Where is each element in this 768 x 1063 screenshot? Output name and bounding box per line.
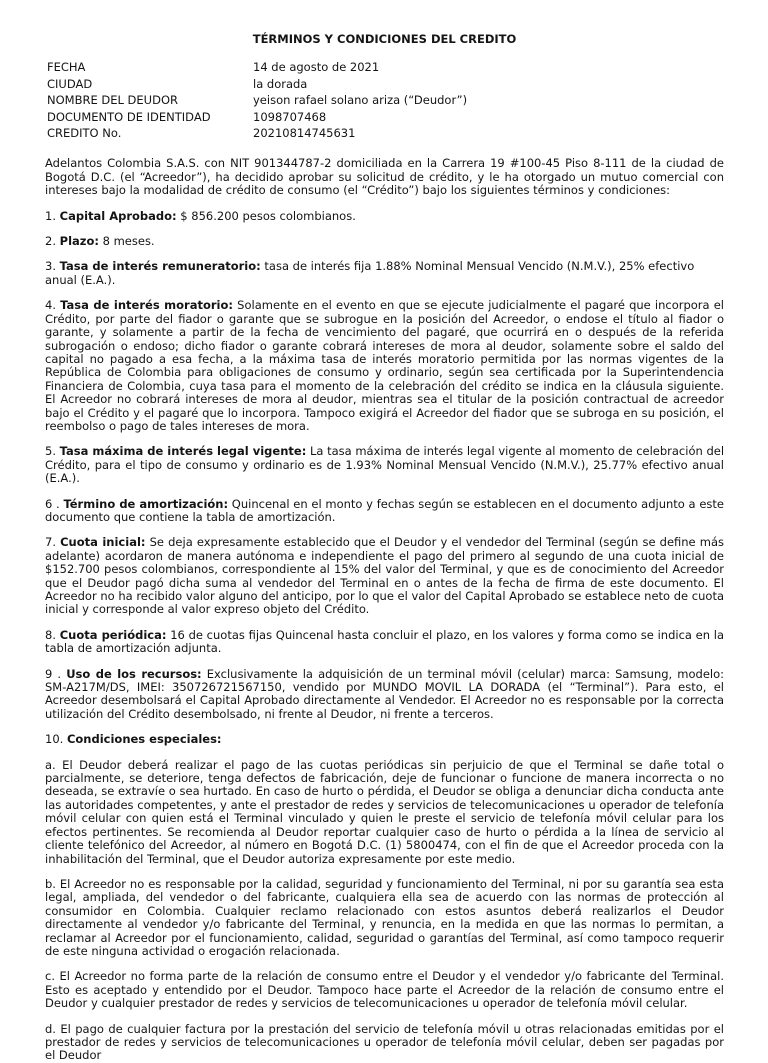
section-interes-moratorio: [45, 299, 724, 433]
info-value: 1098707468: [253, 109, 327, 124]
section-text: $ 856.200 pesos colombianos.: [176, 208, 356, 223]
section-text: 8 meses.: [98, 234, 155, 249]
info-label: CIUDAD: [47, 76, 93, 91]
section-number: 10.: [45, 732, 64, 747]
info-label: DOCUMENTO DE IDENTIDAD: [47, 109, 211, 124]
clause-b: b. El Acreedor no es responsable por la calidad, seguridad y funcionamiento del Terminal, ni por su garantía sea esta legal, ampliada, del vendedor o del fabricante, cualquiera ella sea de acuerdo con las normas de protección al consumidor en Colombia. Cualquier reclamo relacionado con estos asuntos deberá realizarlos el Deudor directamente al vendedor y/o fabricante del Terminal, y renuncia, en la medida en que las normas lo permitan, a reclamar al Acreedor por el funcionamiento, calidad, seguridad o garantías del Terminal, así como tampoco requerir de este ninguna actividad o erogación relacionada.: [45, 876, 724, 958]
section-title: Tasa de interés moratorio:: [60, 298, 233, 313]
section-title: Término de amortización:: [63, 496, 229, 511]
clause-a: a. El Deudor deberá realizar el pago de las cuotas periódicas sin perjuicio de que el Terminal se dañe total o parcialmente, se deteriore, tenga defectos de fabricación, deje de funcionar o funcione de manera incorrecta o no deseada, se extravíe o sea hurtado. En caso de hurto o pérdida, el Deudor se obliga a denunciar dicha conducta ante las autoridades competentes, y ante el prestador de redes y servicios de telecomunicaciones u operador de telefonía móvil celular con quien está el Terminal vinculado y quien le preste el servicio de telefonía móvil celular para los efectos pertinentes. Se recomienda al Deudor reportar cualquier caso de hurto o pérdida a la línea de servicio al cliente telefónico del Acreedor, al número en Bogotá D.C. (1) 5800474, con el fin de que el Acreedor proceda con la inhabilitación del Terminal, que el Deudor autoriza expresamente por este medio.: [45, 757, 724, 866]
section-number: 2.: [45, 234, 56, 249]
section-number: 1.: [45, 208, 56, 223]
section-title: Plazo:: [59, 234, 99, 249]
section-number: 3.: [45, 259, 56, 274]
section-text: tasa de interés fija 1.88% Nominal Mensual Vencido (N.M.V.), 25% efectivo anual (E.A.).: [45, 259, 695, 287]
section-text: Se deja expresamente establecido que el Deudor y el vendedor del Terminal (según se define más adelante) acordaron de manera autónoma e independiente el pago del primero al segundo de una cuota inicial de $152.700 pesos colombianos, correspondiente al 15% del valor del Terminal, y que es de conocimiento del Acreedor que el Deudor pagó dicha suma al vendedor del Terminal en o antes de la fecha de firma de este documento. El Acreedor no ha recibido valor alguno del anticipo, por lo que el valor del Capital Aprobado se establece neto de cuota inicial y corresponde al valor expreso objeto del Crédito.: [45, 535, 724, 617]
section-text: Exclusivamente la adquisición de un terminal móvil (celular) marca: Samsung, modelo: SM-A217M/DS, IMEI: 350726721567150, vendido por MUNDO MOVIL LA DORADA (el “Terminal”). Para esto, el Acreedor desembolsará el Capital Aprobado directamente al Vendedor. El Acreedor no es responsable por la correcta utilización del Crédito desembolsado, ni frente al Deudor, ni frente a terceros.: [45, 666, 725, 721]
info-row-credito: [45, 127, 467, 143]
info-label: CREDITO No.: [47, 126, 122, 141]
section-number: 7.: [45, 535, 56, 550]
section-plazo: [45, 235, 724, 248]
section-tasa-maxima: [45, 445, 724, 485]
section-title: Uso de los recursos:: [66, 666, 202, 681]
section-title: Tasa máxima de interés legal vigente:: [59, 444, 307, 459]
info-label: NOMBRE DEL DEUDOR: [47, 93, 178, 108]
section-uso-recursos: [45, 668, 724, 722]
section-number: 4.: [45, 298, 56, 313]
credit-info-table: [45, 61, 467, 143]
info-value: yeison rafael solano ariza (“Deudor”): [253, 93, 468, 108]
info-value: 20210814745631: [253, 126, 356, 141]
section-title: Tasa de interés remuneratorio:: [59, 259, 261, 274]
info-row-fecha: [45, 61, 467, 77]
section-capital: [45, 210, 724, 223]
section-number: 6 .: [45, 496, 60, 511]
section-cuota-inicial: [45, 536, 724, 616]
section-condiciones-especiales: [45, 733, 724, 746]
info-row-documento: [45, 111, 467, 127]
clause-d: d. El pago de cualquier factura por la prestación del servicio de telefonía móvil u otras relacionadas emitidas por el prestador de redes y servicios de telecomunicaciones u operador de telefonía móvil celular, deben ser pagadas por el Deudor: [45, 1021, 724, 1063]
section-number: 9 .: [45, 666, 62, 681]
section-number: 5.: [45, 444, 56, 459]
info-value: 14 de agosto de 2021: [253, 60, 380, 75]
document-title: TÉRMINOS Y CONDICIONES DEL CREDITO: [252, 32, 517, 46]
intro-paragraph: Adelantos Colombia S.A.S. con NIT 901344787-2 domiciliada en la Carrera 19 #100-45 Piso 8-111 de la ciudad de Bogotá D.C. (el “Acreedor”), ha decidido aprobar su solicitud de crédito, y le ha otorgado un mutuo comercial con intereses bajo la modalidad de crédito de consumo (el “Crédito”) bajo los siguientes términos y condiciones:: [45, 156, 724, 198]
section-text: La tasa máxima de interés legal vigente al momento de celebración del Crédito, para el tipo de consumo y ordinario es de 1.93% Nominal Mensual Vencido (N.M.V.), 25.77% efectivo anual (E.A.).: [45, 444, 725, 486]
info-label: FECHA: [47, 60, 86, 75]
info-row-nombre-deudor: [45, 94, 467, 110]
section-title: Capital Aprobado:: [59, 208, 177, 223]
info-value: la dorada: [253, 76, 308, 91]
section-title: Cuota inicial:: [60, 535, 146, 550]
section-text: Quincenal en el monto y fechas según se establecen en el documento adjunto a este documento que contiene la tabla de amortización.: [45, 496, 724, 524]
section-title: Cuota periódica:: [59, 627, 167, 642]
section-amortizacion: [45, 498, 724, 525]
section-number: 8.: [45, 627, 56, 642]
section-text: 16 de cuotas fijas Quincenal hasta concluir el plazo, en los valores y forma como se indica en la tabla de amortización adjunta.: [45, 627, 725, 656]
section-title: Condiciones especiales:: [66, 732, 222, 747]
info-row-ciudad: [45, 78, 467, 94]
section-cuota-periodica: [45, 629, 724, 656]
section-interes-remuneratorio: [45, 260, 724, 287]
clause-c: c. El Acreedor no forma parte de la relación de consumo entre el Deudor y el vendedor y/o fabricante del Terminal. Esto es aceptado y entendido por el Deudor. Tampoco hace parte el Acreedor de la relación de consumo entre el Deudor y cualquier prestador de redes y servicios de telecomunicaciones u operador de telefonía móvil celular.: [45, 969, 724, 1011]
section-text: Solamente en el evento en que se ejecute judicialmente el pagaré que incorpora el Crédito, por parte del fiador o garante que se subrogue en la posición del Acreedor, o endose el título al fiador o garante, y solamente a partir de la fecha de vencimiento del pagaré, que ocurrirá en o después de la referida subrogación o endoso; dicho fiador o garante cobrará intereses de mora al deudor, solamente sobre el saldo del capital no pagado a esa fecha, a la máxima tasa de interés moratorio permitida por las normas vigentes de la República de Colombia para obligaciones de consumo y ordinario, según sea certificada por la Superintendencia Financiera de Colombia, cuya tasa para el momento de la celebración del crédito se indica en la cláusula siguiente. El Acreedor no cobrará intereses de mora al deudor, mientras sea el titular de la posición contractual de acreedor bajo el Crédito y el pagaré que lo incorpora. Tampoco exigirá el Acreedor del fiador que se subroga en su posición, el reembolso o pago de tales intereses de mora.: [45, 298, 725, 433]
